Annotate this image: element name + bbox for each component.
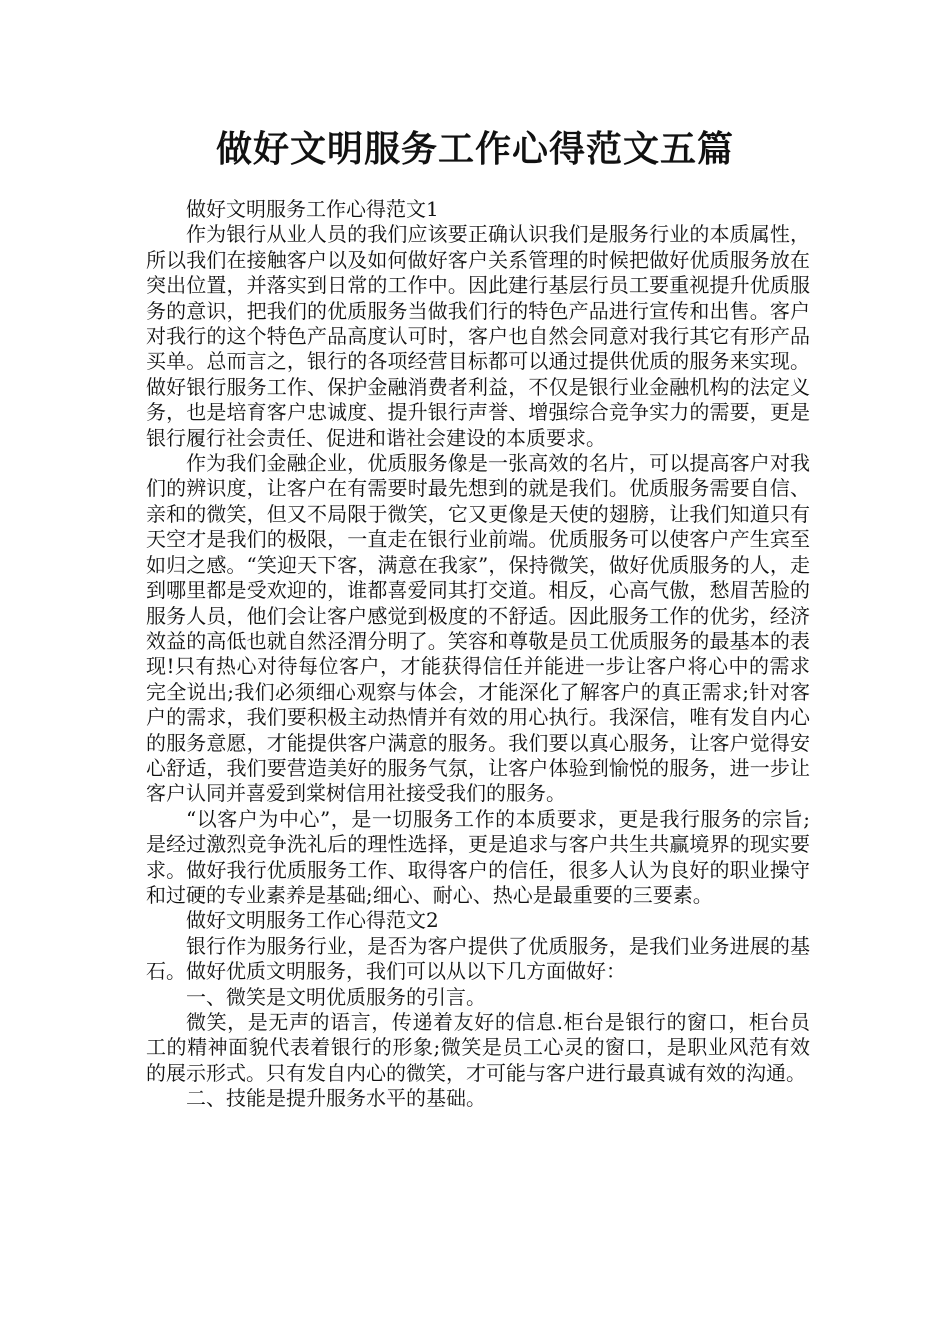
subheading: 二、技能是提升服务水平的基础。 bbox=[186, 1086, 486, 1111]
paragraph: “以客户为中心”，是一切服务工作的本质要求，更是我行服务的宗旨;是经过激烈竞争洗礼后的理性选择，更是追求与客户共生共赢境界的现实要求。做好我行优质服务工作、取得客户的信任，很多人认为良好的职业操守和过硬的专业素养是基础;细心、耐心、热心是最重要的三要素。 bbox=[146, 806, 810, 907]
paragraph: 作为银行从业人员的我们应该要正确认识我们是服务行业的本质属性，所以我们在接触客户以及如何做好客户关系管理的时候把做好优质服务放在突出位置，并落实到日常的工作中。因此建行基层行员工要重视提升优质服务的意识，把我们的优质服务当做我们行的特色产品进行宣传和出售。客户对我行的这个特色产品高度认可时，客户也自然会同意对我行其它有形产品买单。总而言之，银行的各项经营目标都可以通过提供优质的服务来实现。做好银行服务工作、保护金融消费者利益，不仅是银行业金融机构的法定义务，也是培育客户忠诚度、提升银行声誉、增强综合竞争实力的需要，更是银行履行社会责任、促进和谐社会建设的本质要求。 bbox=[146, 222, 810, 450]
section-heading-1: 做好文明服务工作心得范文1 bbox=[186, 197, 439, 221]
section-heading-2: 做好文明服务工作心得范文2 bbox=[186, 908, 439, 933]
document-body bbox=[146, 197, 810, 1112]
paragraph: 微笑，是无声的语言，传递着友好的信息.柜台是银行的窗口，柜台员工的精神面貌代表着银行的形象;微笑是员工心灵的窗口，是职业风范有效的展示形式。只有发自内心的微笑，才可能与客户进行最真诚有效的沟通。 bbox=[146, 1010, 810, 1085]
paragraph: 银行作为服务行业，是否为客户提供了优质服务，是我们业务进展的基石。做好优质文明服务，我们可以从以下几方面做好： bbox=[146, 933, 810, 984]
subheading: 一、微笑是文明优质服务的引言。 bbox=[186, 984, 486, 1009]
document-title: 做好文明服务工作心得范文五篇 bbox=[215, 129, 734, 170]
paragraph: 作为我们金融企业，优质服务像是一张高效的名片，可以提高客户对我们的辨识度，让客户在有需要时最先想到的就是我们。优质服务需要自信、亲和的微笑，但又不局限于微笑，它又更像是天使的翅膀，让我们知道只有天空才是我们的极限，一直走在银行业前端。优质服务可以使客户产生宾至如归之感。“笑迎天下客，满意在我家”，保持微笑，做好优质服务的人，走到哪里都是受欢迎的，谁都喜爱同其打交道。相反，心高气傲，愁眉苦脸的服务人员，他们会让客户感觉到极度的不舒适。因此服务工作的优劣，经济效益的高低也就自然泾渭分明了。笑容和尊敬是员工优质服务的最基本的表现!只有热心对待每位客户，才能获得信任并能进一步让客户将心中的需求完全说出;我们必须细心观察与体会，才能深化了解客户的真正需求;针对客户的需求，我们要积极主动热情并有效的用心执行。我深信，唯有发自内心的服务意愿，才能提供客户满意的服务。我们要以真心服务，让客户觉得安心舒适，我们要营造美好的服务气氛，让客户体验到愉悦的服务，进一步让客户认同并喜爱到棠树信用社接受我们的服务。 bbox=[146, 451, 810, 806]
